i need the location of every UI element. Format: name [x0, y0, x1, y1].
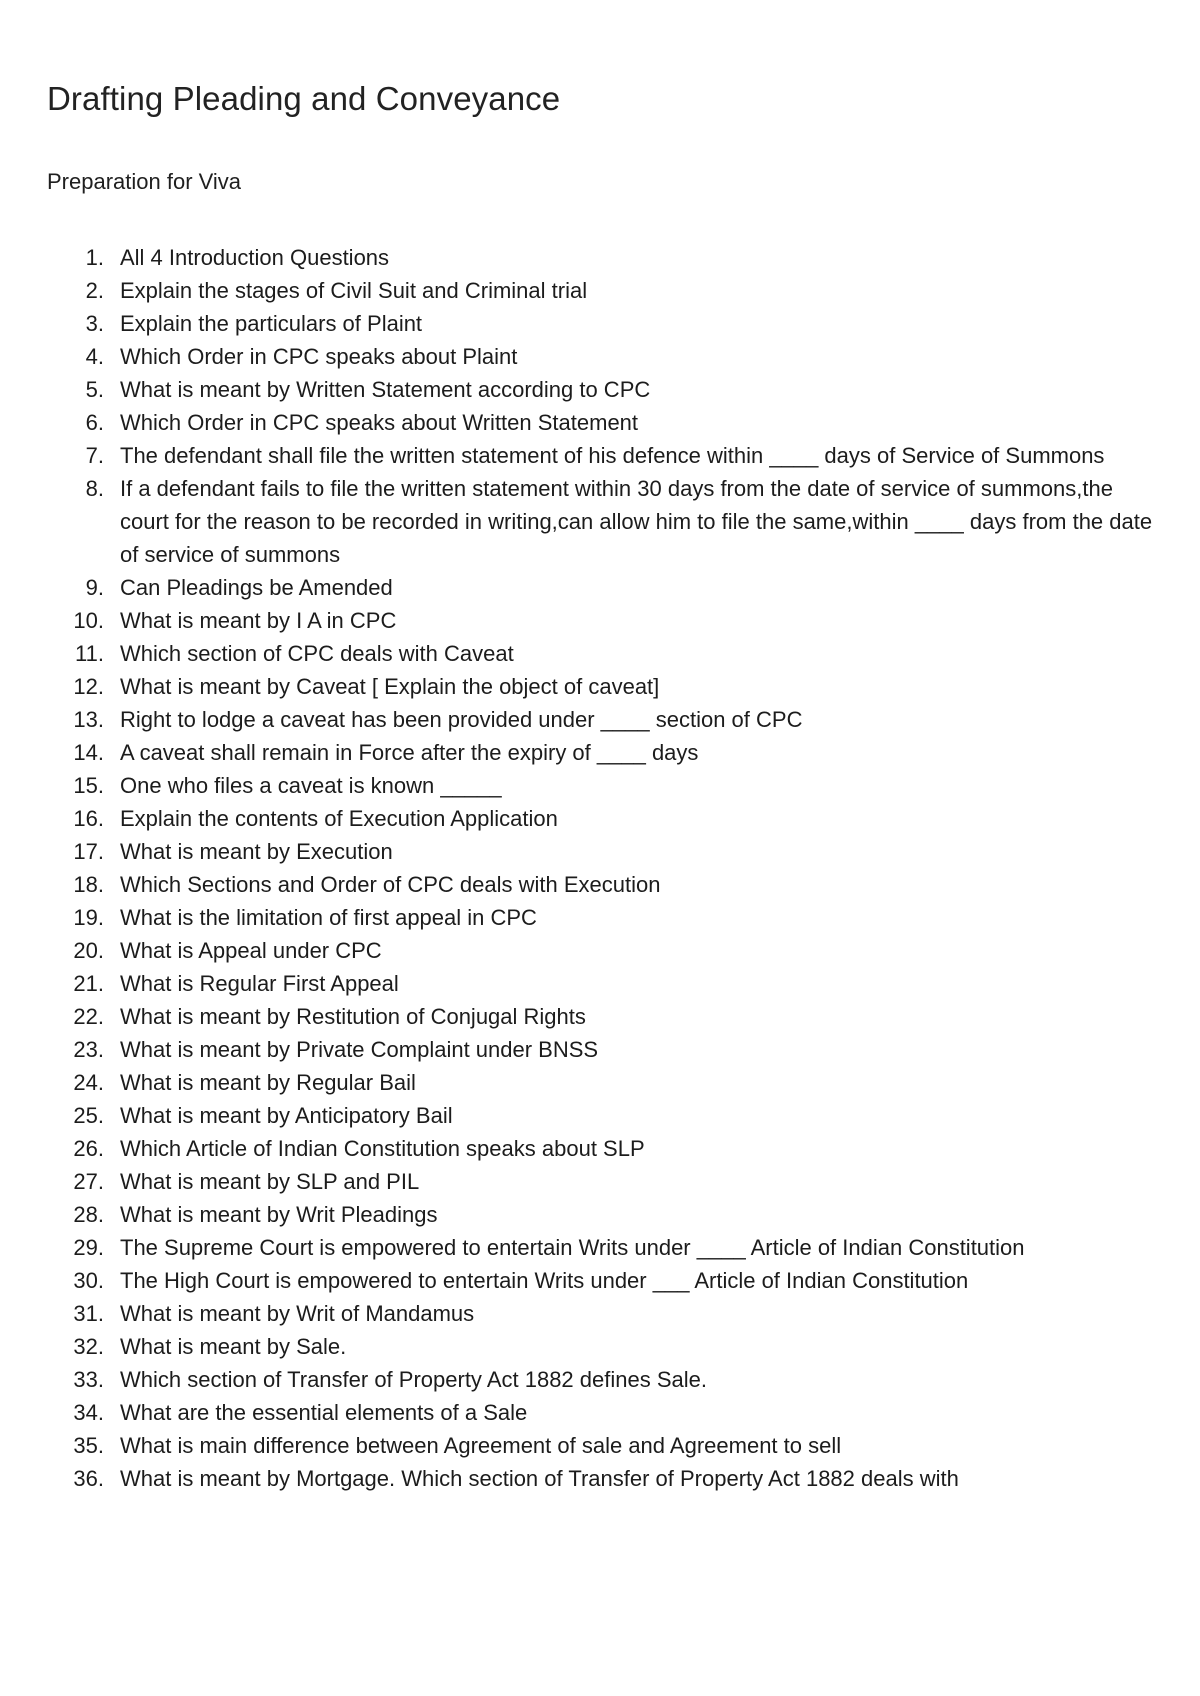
question-text: Explain the contents of Execution Application	[120, 806, 558, 831]
question-text: What is meant by Private Complaint under BNSS	[120, 1037, 599, 1062]
question-number: 24.	[73, 1070, 104, 1095]
question-text: Which Sections and Order of CPC deals with Execution	[120, 872, 661, 897]
question-number: 15.	[73, 773, 104, 798]
question-item	[0, 1198, 1160, 1231]
question-number: 9.	[85, 575, 104, 600]
question-number: 31.	[73, 1301, 104, 1326]
question-text: The defendant shall file the written statement of his defence within ____ days of Service of Summons	[120, 443, 1105, 468]
question-text: All 4 Introduction Questions	[120, 245, 390, 270]
question-text: What is meant by Writ of Mandamus	[120, 1301, 475, 1326]
question-number: 30.	[73, 1268, 104, 1293]
question-number: 21.	[73, 971, 104, 996]
question-item	[0, 241, 1160, 274]
question-number: 4.	[85, 344, 104, 369]
question-text: What is meant by Mortgage. Which section of Transfer of Property Act 1882 deals with	[120, 1466, 959, 1491]
question-item	[0, 340, 1160, 373]
question-number: 10.	[73, 608, 104, 633]
question-item	[0, 373, 1160, 406]
question-number: 29.	[73, 1235, 104, 1260]
question-number: 32.	[73, 1334, 104, 1359]
question-text: Explain the particulars of Plaint	[120, 311, 423, 336]
question-text: Right to lodge a caveat has been provided under ____ section of CPC	[120, 707, 803, 732]
question-number: 8.	[85, 476, 104, 501]
question-number: 20.	[73, 938, 104, 963]
question-number: 36.	[73, 1466, 104, 1491]
question-item	[0, 736, 1160, 769]
question-number: 25.	[73, 1103, 104, 1128]
question-item	[0, 472, 1160, 571]
question-item	[0, 670, 1160, 703]
question-item	[0, 1033, 1160, 1066]
question-text: A caveat shall remain in Force after the expiry of ____ days	[120, 740, 699, 765]
question-item	[0, 967, 1160, 1000]
question-number: 12.	[73, 674, 104, 699]
question-item	[0, 1165, 1160, 1198]
question-number: 18.	[73, 872, 104, 897]
question-text: What is meant by I A in CPC	[120, 608, 397, 633]
document-subtitle: Preparation for Viva	[47, 169, 242, 194]
question-item	[0, 1132, 1160, 1165]
question-text: What is the limitation of first appeal in CPC	[120, 905, 537, 930]
question-item	[0, 637, 1160, 670]
question-text: Which section of Transfer of Property Act 1882 defines Sale.	[120, 1367, 707, 1392]
question-item	[0, 1330, 1160, 1363]
question-text: Which Article of Indian Constitution speaks about SLP	[120, 1136, 645, 1161]
question-item	[0, 1066, 1160, 1099]
question-text: Which Order in CPC speaks about Written Statement	[120, 410, 639, 435]
question-number: 35.	[73, 1433, 104, 1458]
question-list	[0, 241, 1200, 1495]
question-item	[0, 868, 1160, 901]
question-text: What is meant by Anticipatory Bail	[120, 1103, 453, 1128]
question-item	[0, 1462, 1160, 1495]
question-number: 2.	[85, 278, 104, 303]
question-number: 34.	[73, 1400, 104, 1425]
question-item	[0, 307, 1160, 340]
question-text: What is meant by Restitution of Conjugal Rights	[120, 1004, 586, 1029]
question-number: 22.	[73, 1004, 104, 1029]
question-text: What is meant by SLP and PIL	[120, 1169, 420, 1194]
question-number: 23.	[73, 1037, 104, 1062]
question-text: What is Regular First Appeal	[120, 971, 399, 996]
question-item	[0, 934, 1160, 967]
question-item	[0, 769, 1160, 802]
question-item	[0, 901, 1160, 934]
question-number: 7.	[85, 443, 104, 468]
question-text: What is meant by Written Statement according to CPC	[120, 377, 651, 402]
question-item	[0, 1429, 1160, 1462]
question-item	[0, 1099, 1160, 1132]
question-text: Which section of CPC deals with Caveat	[120, 641, 514, 666]
question-number: 26.	[73, 1136, 104, 1161]
question-number: 5.	[85, 377, 104, 402]
question-text: What are the essential elements of a Sale	[120, 1400, 528, 1425]
question-item	[0, 1000, 1160, 1033]
question-text: One who files a caveat is known _____	[120, 773, 502, 798]
question-item	[0, 1231, 1160, 1264]
question-number: 1.	[85, 245, 104, 270]
question-text: What is main difference between Agreement of sale and Agreement to sell	[120, 1433, 842, 1458]
question-number: 27.	[73, 1169, 104, 1194]
question-item	[0, 274, 1160, 307]
question-text: What is Appeal under CPC	[120, 938, 382, 963]
question-number: 28.	[73, 1202, 104, 1227]
question-item	[0, 604, 1160, 637]
question-text: What is meant by Execution	[120, 839, 393, 864]
question-text: What is meant by Writ Pleadings	[120, 1202, 438, 1227]
question-item	[0, 571, 1160, 604]
question-item	[0, 406, 1160, 439]
question-text: If a defendant fails to file the written statement within 30 days from the date of service of summons,the court for the reason to be recorded in writing,can allow him to file the same,within ____ days from the date of service of summons	[120, 476, 1153, 567]
question-number: 19.	[73, 905, 104, 930]
question-number: 14.	[73, 740, 104, 765]
question-item	[0, 1297, 1160, 1330]
question-item	[0, 802, 1160, 835]
question-text: Can Pleadings be Amended	[120, 575, 393, 600]
question-text: Which Order in CPC speaks about Plaint	[120, 344, 518, 369]
question-number: 16.	[73, 806, 104, 831]
question-number: 3.	[85, 311, 104, 336]
question-item	[0, 835, 1160, 868]
question-number: 11.	[75, 641, 104, 666]
question-text: The High Court is empowered to entertain Writs under ___ Article of Indian Constitution	[120, 1268, 969, 1293]
question-number: 33.	[73, 1367, 104, 1392]
question-number: 13.	[73, 707, 104, 732]
question-item	[0, 1264, 1160, 1297]
question-item	[0, 1396, 1160, 1429]
question-text: What is meant by Sale.	[120, 1334, 347, 1359]
document-title: Drafting Pleading and Conveyance	[47, 80, 561, 117]
question-text: Explain the stages of Civil Suit and Criminal trial	[120, 278, 588, 303]
question-number: 17.	[73, 839, 104, 864]
question-text: What is meant by Caveat [ Explain the object of caveat]	[120, 674, 660, 699]
question-text: What is meant by Regular Bail	[120, 1070, 416, 1095]
question-item	[0, 439, 1160, 472]
question-item	[0, 1363, 1160, 1396]
question-item	[0, 703, 1160, 736]
question-text: The Supreme Court is empowered to entertain Writs under ____ Article of Indian Constitution	[120, 1235, 1025, 1260]
question-number: 6.	[85, 410, 104, 435]
